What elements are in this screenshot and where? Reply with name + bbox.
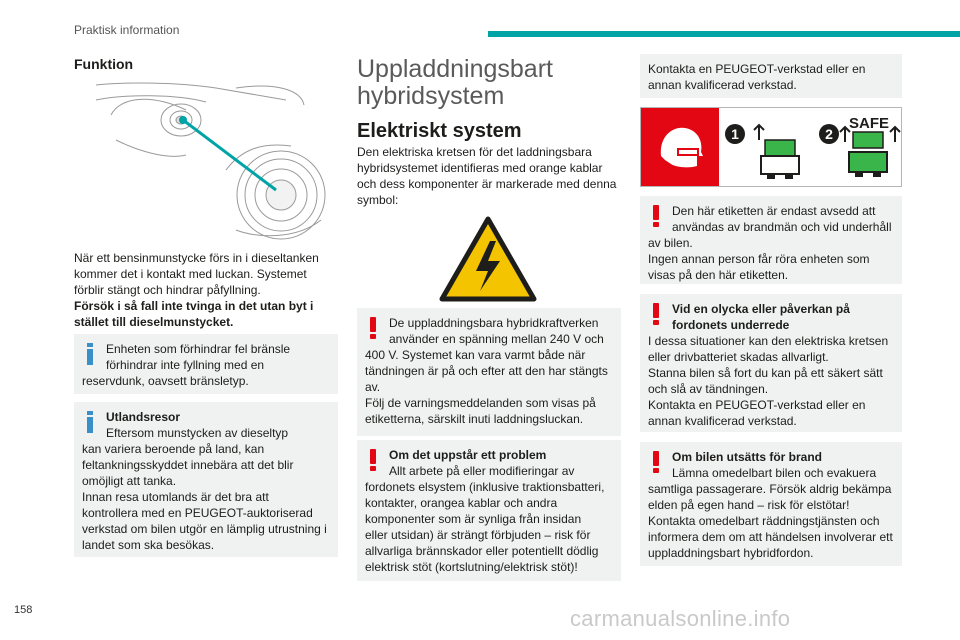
title-line: Uppladdningsbart: [357, 55, 553, 83]
text-line: Kontakta en PEUGEOT-verkstad eller en: [648, 62, 866, 76]
section-heading-funktion: Funktion: [74, 56, 134, 72]
text-line: Följ de varningsmeddelanden som visas på: [365, 396, 596, 410]
text-line: använder en spänning mellan 240 V och: [389, 332, 604, 346]
section-title: [357, 56, 553, 110]
text-line: komponenter som är synliga från insidan: [365, 512, 582, 526]
text-line: omöjligt att tanka.: [82, 474, 177, 488]
step-1-number: 1: [731, 126, 739, 142]
step-2-number: 2: [825, 126, 833, 142]
text-line: samtliga passagerare. Försök aldrig bekämpa: [648, 482, 892, 496]
high-voltage-warning-icon: [438, 215, 538, 305]
text-line: förblir stängt och hindrar påfyllning.: [74, 283, 261, 297]
info-box-title: Utlandsresor: [106, 410, 181, 424]
text-line: tändningen är på och efter att den har stängts: [365, 364, 608, 378]
text-line: Eftersom munstycken av dieseltyp: [106, 426, 289, 440]
text-line: och dess komponenter är markerade med denna: [357, 177, 617, 191]
watermark: carmanualsonline.info: [570, 606, 791, 631]
warning-box-title: Om bilen utsätts för brand: [672, 450, 823, 464]
text-line: symbol:: [357, 193, 399, 207]
warning-box-label-use: [640, 196, 902, 284]
info-box-contact-workshop: [640, 54, 902, 98]
text-line: annan kvalificerad verkstad.: [648, 414, 797, 428]
page-header-text: Praktisk information: [74, 23, 180, 37]
text-line: annan kvalificerad verkstad.: [648, 78, 797, 92]
text-line: Innan resa utomlands är det bra att: [82, 490, 269, 504]
info-icon: [86, 343, 94, 365]
title-line: hybridsystem: [357, 82, 505, 110]
safe-label-figure: [640, 107, 902, 187]
warning-box-accident: [640, 294, 902, 432]
text-line: kommer det i kontakt med luckan. Systemet: [74, 267, 307, 281]
warning-box-problem: [357, 440, 621, 581]
warning-box-title: Om det uppstår ett problem: [389, 448, 547, 462]
text-line: När ett bensinmunstycke förs in i dieseltanken: [74, 251, 319, 265]
text-line: De uppladdningsbara hybridkraftverken: [389, 316, 599, 330]
text-line: av bilen.: [648, 236, 693, 250]
text-line: kan variera beroende på land, kan: [82, 442, 265, 456]
text-line: I dessa situationer kan den elektriska kretsen: [648, 334, 889, 348]
text-line: elden på egen hand – risk för elstötar!: [648, 498, 850, 512]
text-line: elektrisk stöt (kortslutning/elektrisk stöt)!: [365, 560, 578, 574]
warning-box-title: Vid en olycka eller påverkan på: [672, 302, 850, 316]
text-line: Kontakta en PEUGEOT-verkstad eller en: [648, 398, 866, 412]
info-box-travel-abroad: [74, 402, 338, 557]
warning-box-title: fordonets underrede: [672, 318, 790, 332]
text-line: etiketterna, särskilt inuti laddningsluckan.: [365, 412, 584, 426]
text-line: uppladdningsbart hybridfordon.: [648, 546, 814, 560]
text-line: Ingen annan person får röra enheten som: [648, 252, 870, 266]
warning-icon: [653, 303, 659, 325]
text-line: Den här etiketten är endast avsedd att: [672, 204, 876, 218]
text-line: hybridsystemet identifieras med orange kablar: [357, 161, 603, 175]
paragraph-intro: [74, 250, 338, 330]
text-line: visas på den här etiketten.: [648, 268, 789, 282]
text-line: feltankningsskyddet innebära att det blir: [82, 458, 294, 472]
text-line: av.: [365, 380, 381, 394]
text-line: 400 V. Systemet kan vara varmt både när: [365, 348, 586, 362]
info-box-fuel-misfuel: [74, 334, 338, 394]
page-header-bar: [488, 31, 960, 37]
warning-box-voltage: [357, 308, 621, 436]
text-line: Stanna bilen så fort du kan på ett säkert sätt: [648, 366, 883, 380]
info-icon: [86, 411, 94, 433]
text-line: fordonets elsystem (inklusive traktionsbatteri,: [365, 480, 605, 494]
safe-word: SAFE: [848, 115, 890, 132]
paragraph-intro: [357, 144, 621, 208]
text-line: verkstad om bilen utgör en lämplig utrustning i: [82, 522, 327, 536]
text-line: informera dem om att händelsen involverar ett: [648, 530, 893, 544]
warning-icon: [653, 451, 659, 473]
warning-icon: [370, 317, 376, 339]
text-line: reservdunk, oavsett bränsletyp.: [82, 374, 249, 388]
text-line: Kontakta omedelbart räddningstjänsten och: [648, 514, 880, 528]
text-line: och slå av tändningen.: [648, 382, 769, 396]
text-line: Enheten som förhindrar fel bränsle: [106, 342, 291, 356]
warning-icon: [653, 205, 659, 227]
text-line: Den elektriska kretsen för det laddningsbara: [357, 145, 592, 159]
fuel-filler-neck-icon: [86, 80, 326, 240]
subsection-title: Elektriskt system: [357, 120, 522, 142]
battery-connector-icon: [761, 140, 799, 179]
text-line: eller utsidan) är strängt förbjuden – risk för: [365, 528, 591, 542]
text-line: landet som ska besökas.: [82, 538, 215, 552]
arrow-up-icon: [754, 125, 764, 140]
text-line: Allt arbete på eller modifieringar av: [389, 464, 575, 478]
firefighter-panel: [641, 108, 719, 186]
text-line: användas av brandmän och vid underhåll: [672, 220, 892, 234]
text-line: kontrollera med en PEUGEOT-auktoriserad: [82, 506, 313, 520]
text-line-bold: Försök i så fall inte tvinga in det utan byt i: [74, 299, 314, 313]
text-line: kontakter, orangea kablar och andra: [365, 496, 558, 510]
text-line: Lämna omedelbart bilen och evakuera: [672, 466, 877, 480]
text-line: eller drivbatteriet skadas allvarligt.: [648, 350, 829, 364]
battery-connector-open-icon: [849, 132, 887, 177]
warning-icon: [370, 449, 376, 471]
text-line: allvarliga brännskador eller potentiellt dödlig: [365, 544, 599, 558]
page-number: 158: [14, 604, 33, 616]
text-line: förhindrar inte fyllning med en: [106, 358, 265, 372]
warning-box-fire: [640, 442, 902, 566]
firefighter-helmet-icon: [641, 108, 719, 186]
safe-procedure-diagram: [719, 108, 903, 186]
text-line-bold: stället till dieselmunstycket.: [74, 315, 234, 329]
